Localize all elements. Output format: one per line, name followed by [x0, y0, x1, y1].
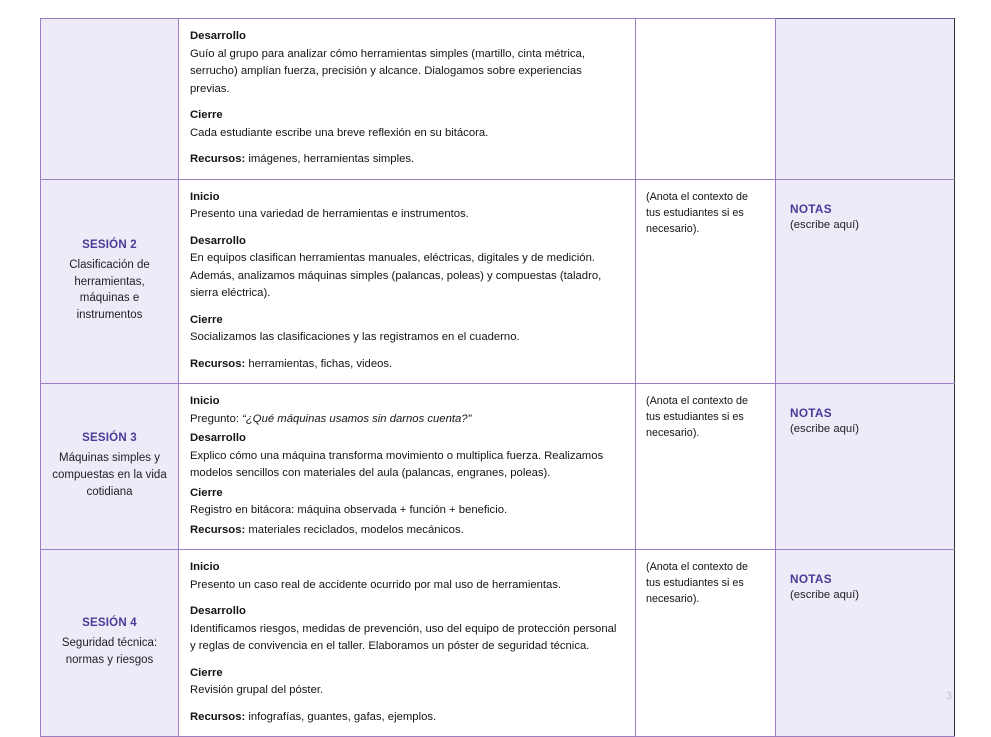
notes-hint: (escribe aquí) — [790, 218, 860, 231]
moment-heading: Cierre — [190, 313, 223, 326]
resources-body: imágenes, herramientas simples. — [245, 153, 415, 165]
session-moments-cell — [179, 19, 636, 180]
moment-body — [190, 411, 624, 429]
session-label-cell — [41, 179, 179, 384]
session-label-cell — [41, 550, 179, 737]
notes-cell[interactable] — [776, 179, 955, 384]
moment-heading: Desarrollo — [190, 605, 246, 617]
resources-label: Recursos: — [190, 357, 246, 370]
moment-heading: Cierre — [190, 666, 223, 679]
notes-hint: (escribe aquí) — [790, 589, 860, 601]
moment-heading: Inicio — [190, 561, 220, 573]
notes-title: NOTAS — [790, 406, 832, 420]
moment-block — [190, 430, 624, 483]
resources-block — [190, 151, 624, 169]
resources-label: Recursos: — [190, 523, 246, 536]
moment-block — [190, 603, 624, 656]
notes-title: NOTAS — [790, 572, 832, 586]
moment-body: Presento una variedad de herramientas e instrumentos. — [190, 208, 469, 220]
moment-body-quote: “¿Qué máquinas usamos sin darnos cuenta?” — [242, 412, 472, 425]
notes-cell[interactable] — [776, 384, 955, 550]
moment-block — [190, 28, 624, 98]
table-row — [41, 179, 955, 384]
moment-block — [190, 393, 624, 428]
moment-body: Identificamos riesgos, medidas de prevención, uso del equipo de protección personal y reglas de convivencia en el taller. Elaboramos un póster de seguridad técnica. — [190, 622, 617, 652]
session-title: SESIÓN 3 — [82, 432, 137, 445]
session-moments-cell — [179, 550, 636, 737]
resources-body: infografías, guantes, gafas, ejemplos. — [245, 710, 437, 723]
session-subtitle: Clasificación de herramientas, máquinas e instrumentos — [69, 258, 150, 321]
moment-heading: Desarrollo — [190, 234, 246, 247]
moment-heading: Cierre — [190, 486, 223, 499]
session-title: SESIÓN 4 — [82, 617, 137, 630]
session-subtitle: Máquinas simples y compuestas en la vida cotidiana — [52, 452, 167, 498]
notes-hint: (escribe aquí) — [790, 423, 860, 435]
resources-block — [190, 709, 624, 727]
table-row — [41, 19, 955, 180]
resources-block — [190, 522, 624, 540]
resources-label: Recursos: — [190, 710, 246, 723]
session-title: SESIÓN 2 — [82, 238, 137, 251]
session-moments-cell — [179, 384, 636, 550]
context-cell[interactable] — [636, 19, 776, 180]
moment-block — [190, 485, 624, 520]
moment-block — [190, 233, 624, 303]
resources-body: herramientas, fichas, videos. — [245, 357, 393, 370]
moment-body: Revisión grupal del póster. — [190, 684, 324, 696]
moment-block — [190, 107, 624, 142]
moment-heading: Inicio — [190, 395, 220, 407]
moment-heading: Cierre — [190, 109, 223, 121]
notes-cell[interactable] — [776, 550, 955, 737]
moment-heading: Inicio — [190, 190, 220, 203]
moment-body-text: Pregunto: — [190, 412, 243, 425]
moment-body: Explico cómo una máquina transforma movimiento o multiplica fuerza. Realizamos modelos sencillos con materiales del aula (palancas, engranes, poleas). — [190, 449, 604, 479]
moment-body: En equipos clasifican herramientas manuales, eléctricas, digitales y de medición. Además, analizamos máquinas simples (palancas, poleas) y compuestas (taladro, sierra eléctrica). — [190, 252, 602, 299]
notes-title: NOTAS — [790, 201, 832, 216]
resources-block — [190, 356, 624, 374]
table-row — [41, 550, 955, 737]
moment-heading: Desarrollo — [190, 30, 246, 42]
notes-cell[interactable] — [776, 19, 955, 180]
context-cell[interactable] — [636, 384, 776, 550]
moment-block — [190, 189, 624, 224]
moment-body: Cada estudiante escribe una breve reflexión en su bitácora. — [190, 126, 489, 139]
session-moments-cell — [179, 179, 636, 384]
moment-block — [190, 312, 624, 347]
session-label-cell — [41, 384, 179, 550]
moment-body: Guío al grupo para analizar cómo herramientas simples (martillo, cinta métrica, serrucho) amplían fuerza, precisión y alcance. Dialogamos sobre experiencias previas. — [190, 47, 585, 95]
moment-heading: Desarrollo — [190, 432, 246, 444]
context-cell[interactable] — [636, 179, 776, 384]
moment-body: Presento un caso real de accidente ocurrido por mal uso de herramientas. — [190, 578, 562, 591]
page-number: 3 — [945, 690, 952, 702]
context-text: (Anota el contexto de tus estudiantes si es necesario). — [646, 395, 749, 440]
context-text: (Anota el contexto de tus estudiantes si es necesario). — [646, 190, 749, 235]
moment-block — [190, 665, 624, 700]
moment-body: Registro en bitácora: máquina observada + función + beneficio. — [190, 504, 508, 516]
context-cell[interactable] — [636, 550, 776, 737]
table-row — [41, 384, 955, 550]
moment-block — [190, 559, 624, 594]
session-subtitle: Seguridad técnica: normas y riesgos — [61, 637, 158, 666]
context-text: (Anota el contexto de tus estudiantes si es necesario). — [646, 561, 749, 606]
session-label-cell — [41, 19, 179, 180]
moment-body: Socializamos las clasificaciones y las registramos en el cuaderno. — [190, 331, 520, 343]
session-plan-table — [40, 18, 955, 737]
resources-body: materiales reciclados, modelos mecánicos. — [245, 523, 464, 536]
resources-label: Recursos: — [190, 153, 246, 165]
